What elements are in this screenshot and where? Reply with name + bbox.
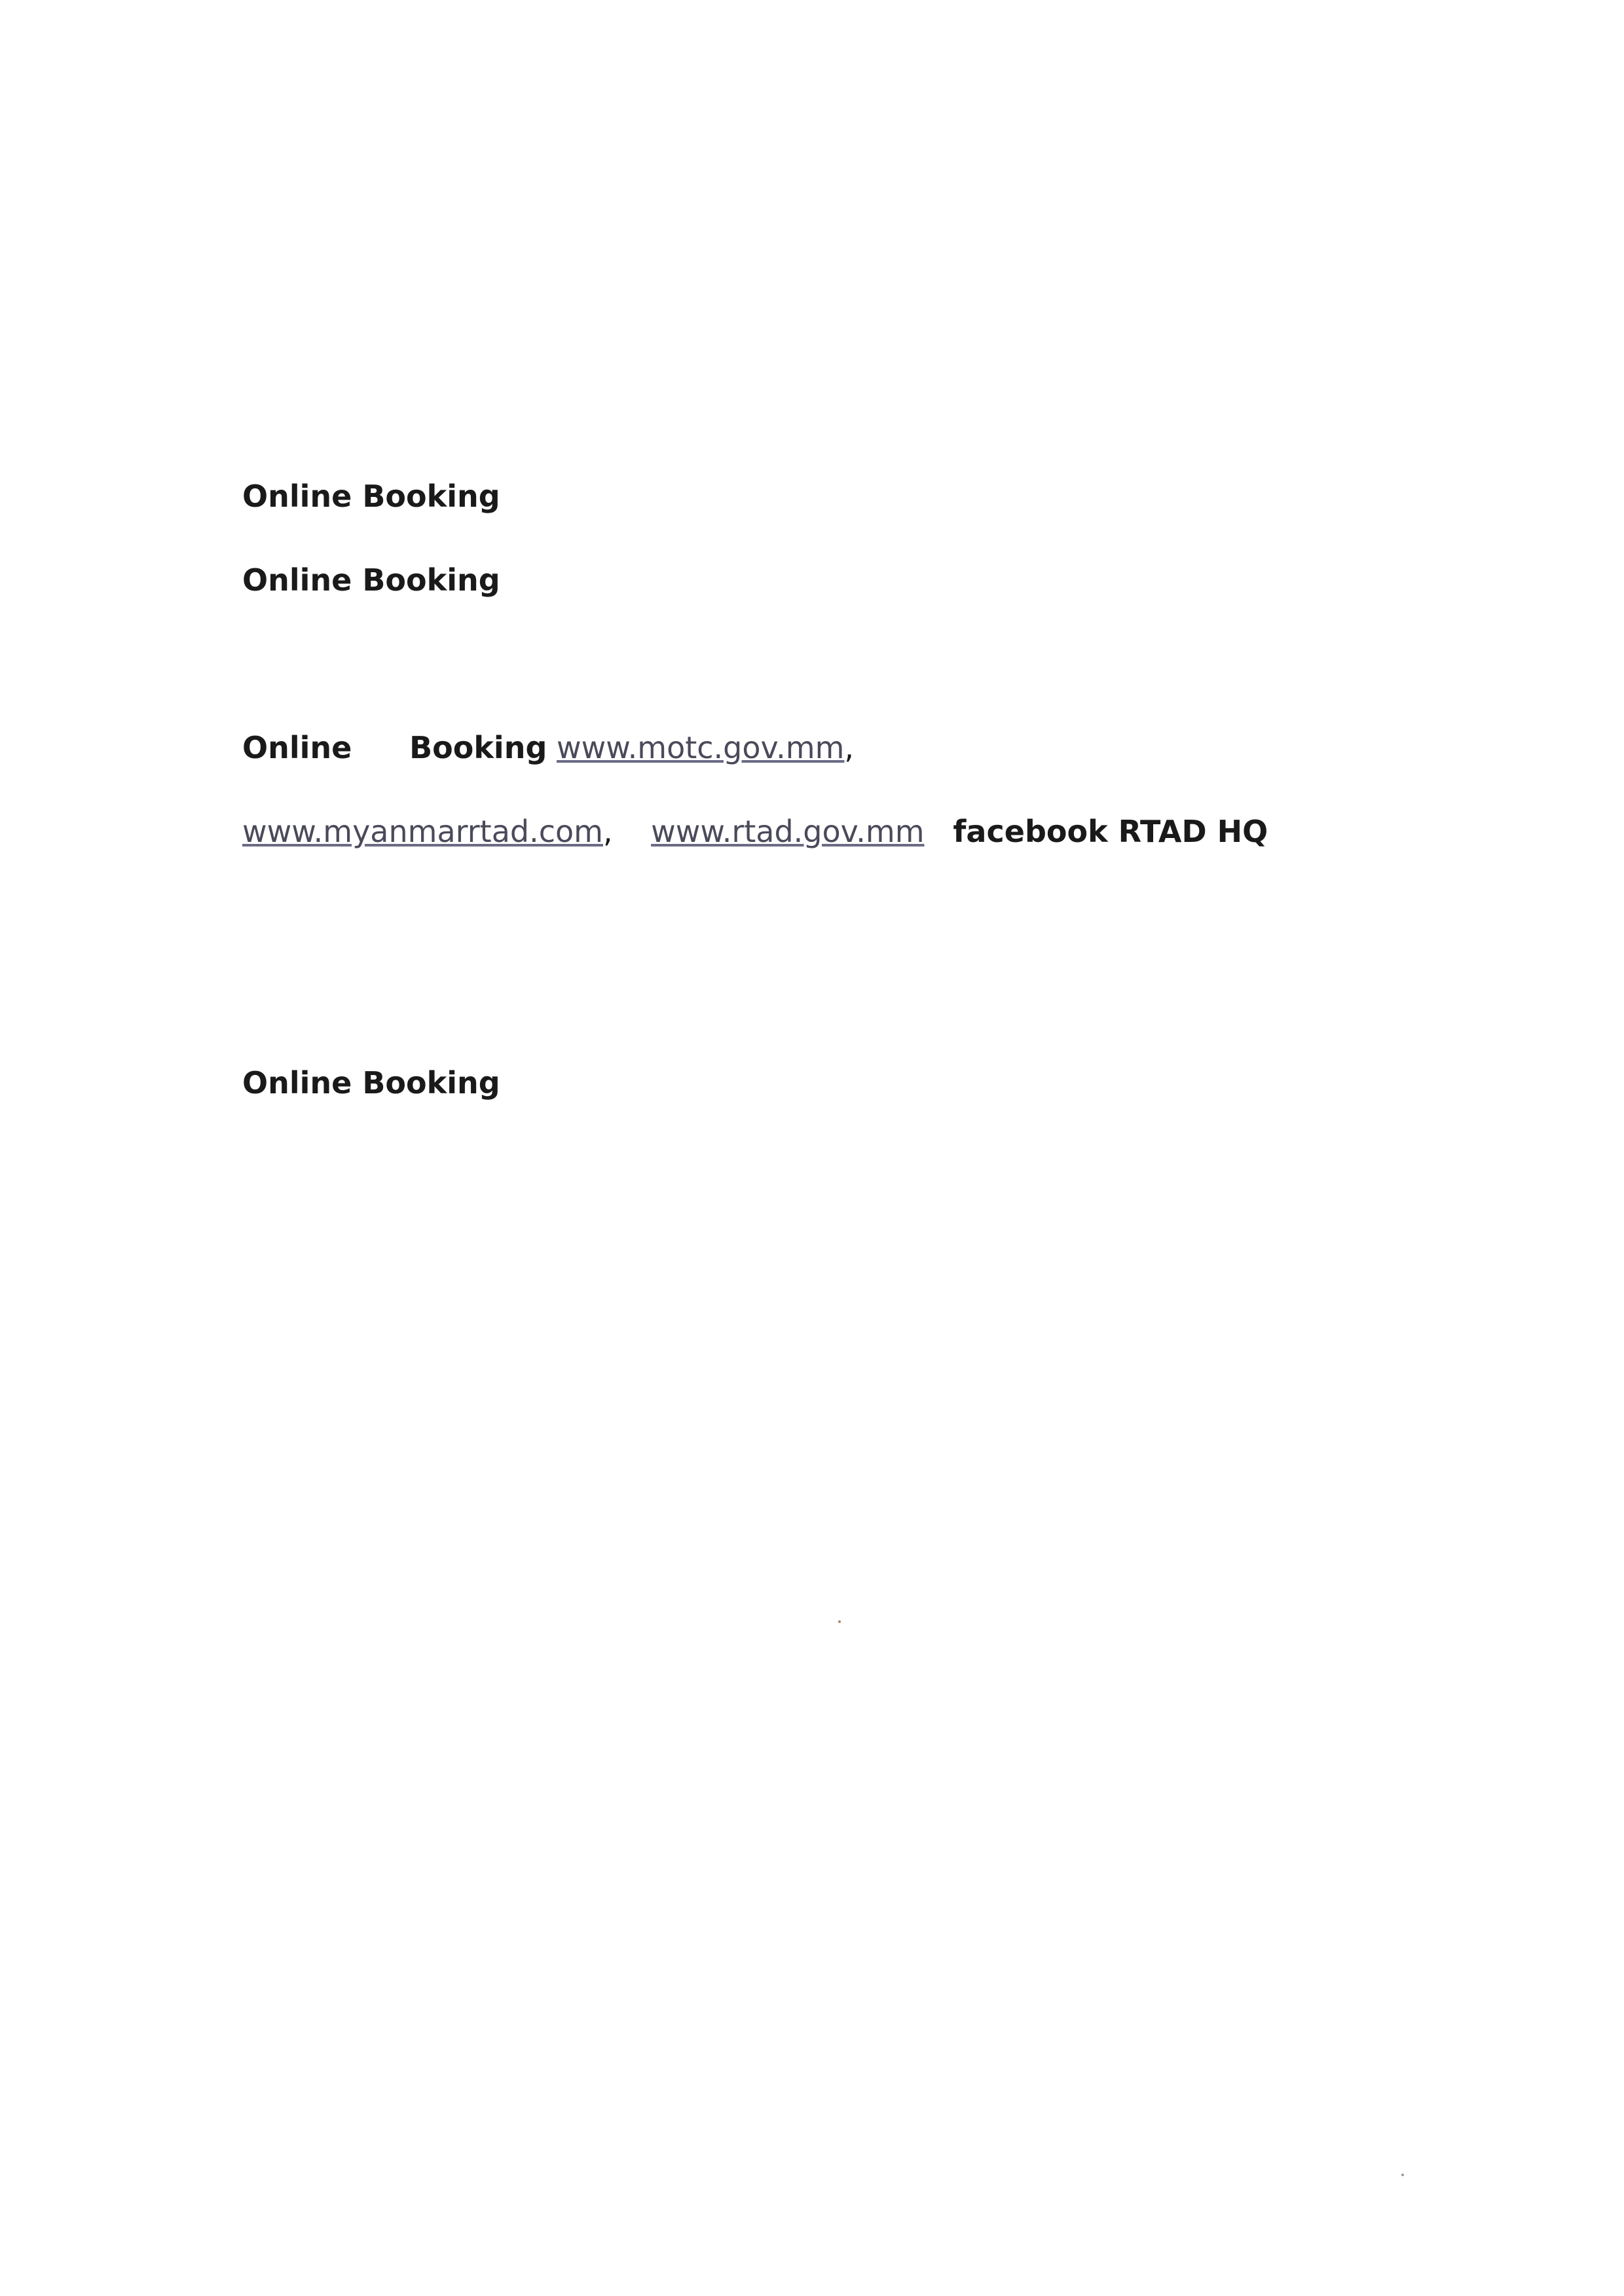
body-line-8	[242, 803, 1578, 886]
scan-speck	[838, 1620, 841, 1623]
body-line-11	[242, 1054, 1578, 1138]
body-line-3	[242, 384, 1578, 467]
myanmarrtad-link[interactable]: www.myanmarrtad.com	[242, 814, 603, 849]
rtad-link[interactable]: www.rtad.gov.mm	[651, 814, 925, 849]
body-line-2	[242, 300, 1578, 384]
facebook-rtad-hq-text: facebook RTAD HQ	[953, 814, 1268, 849]
body-line-10	[242, 970, 1578, 1054]
notice-title	[0, 131, 1624, 170]
body-line-5	[242, 551, 1578, 635]
body-line-6	[242, 635, 1578, 719]
body-line-9	[242, 886, 1578, 970]
online-booking-text: Online Booking	[242, 1065, 500, 1101]
body-line-4	[242, 467, 1578, 551]
issuing-department-signature	[923, 1250, 1578, 1290]
online-booking-text: Online Booking	[242, 562, 500, 598]
notice-body	[242, 216, 1578, 1222]
online-text: Online	[242, 730, 352, 765]
comma-text: ,	[602, 814, 613, 849]
comma-text: ,	[844, 730, 855, 765]
booking-text: Booking	[409, 730, 547, 765]
body-line-12	[242, 1138, 1578, 1222]
body-line-1	[242, 216, 1578, 300]
motc-link[interactable]: www.motc.gov.mm	[557, 730, 845, 765]
body-line-7	[242, 719, 1578, 803]
online-booking-text: Online Booking	[242, 479, 500, 514]
scan-speck	[1401, 2174, 1404, 2176]
